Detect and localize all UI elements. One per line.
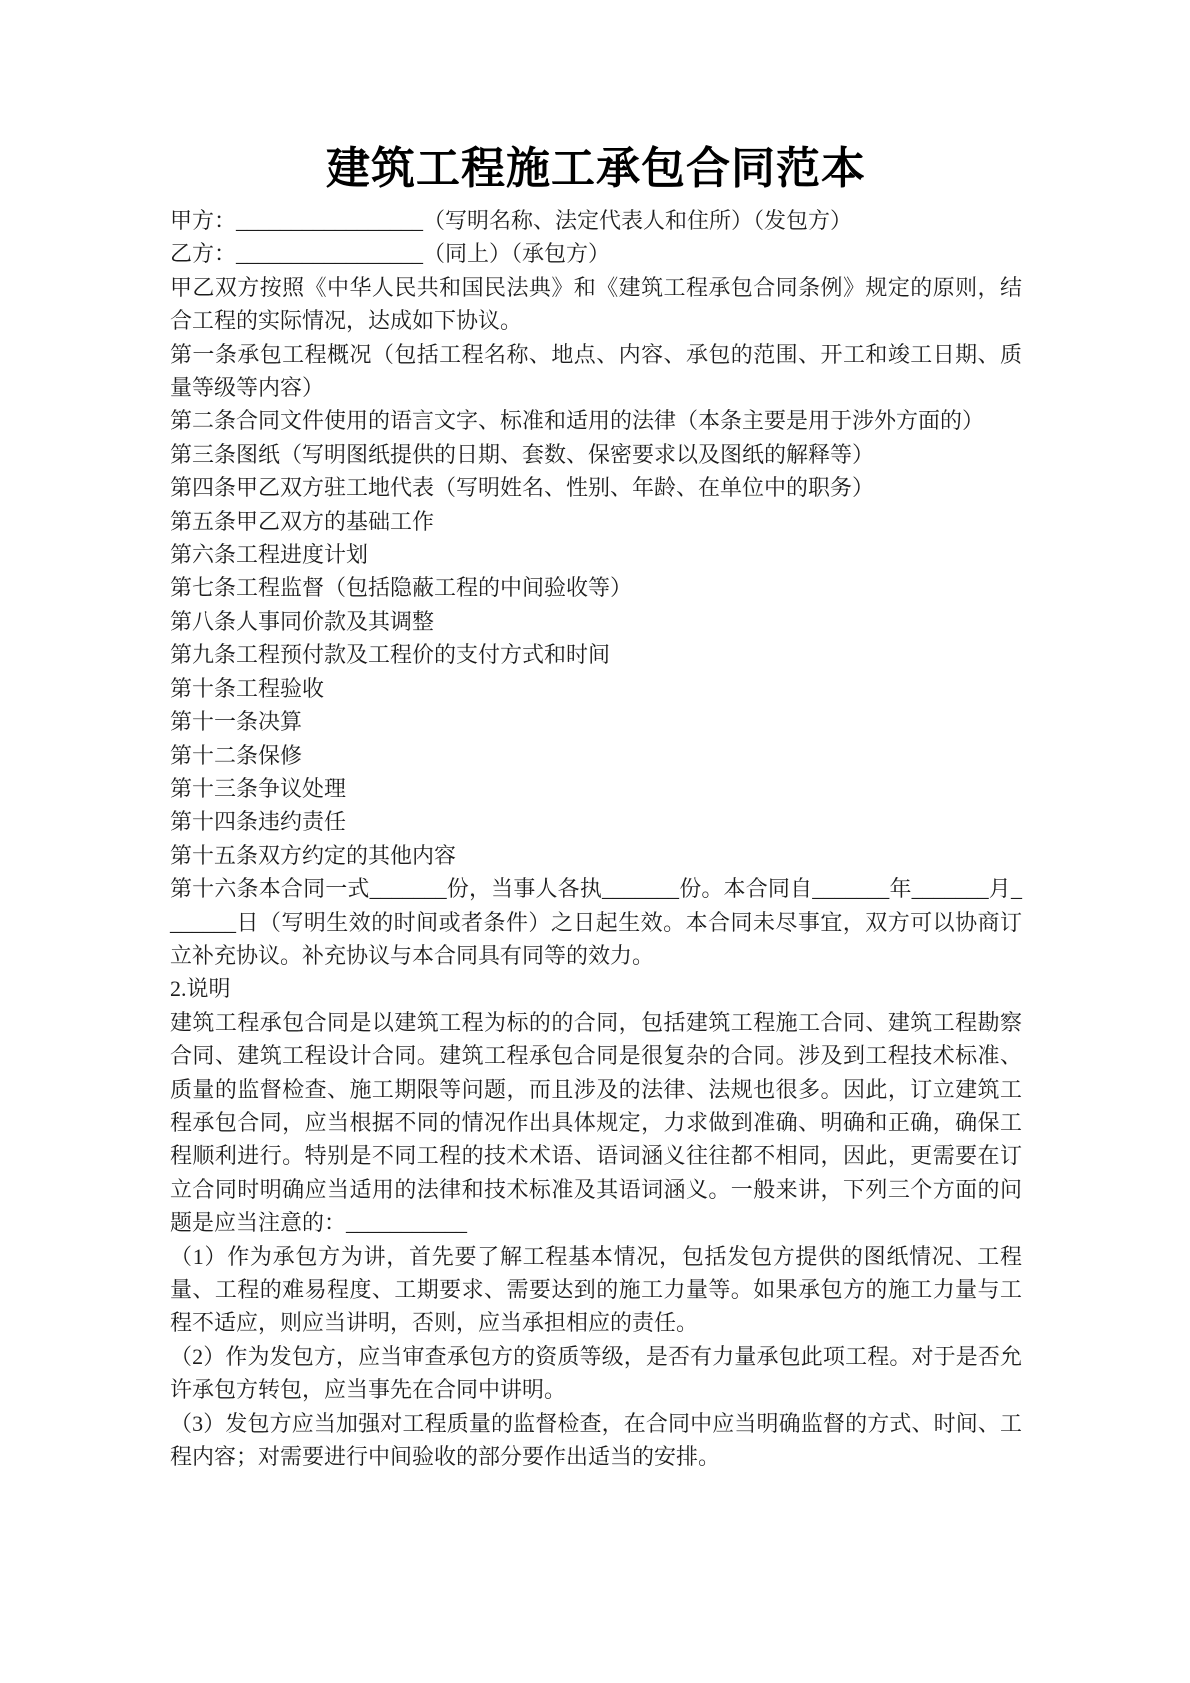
paragraph: 建筑工程承包合同是以建筑工程为标的的合同，包括建筑工程施工合同、建筑工程勘察合同、建筑工程设计合同。建筑工程承包合同是很复杂的合同。涉及到工程技术标准、质量的监督检查、施工期限等问题，而且涉及的法律、法规也很多。因此，订立建筑工程承包合同，应当根据不同的情况作出具体规定，力求做到准确、明确和正确，确保工程顺利进行。特别是不同工程的技术术语、语词涵义往往都不相同，因此，更需要在订立合同时明确应当适用的法律和技术标准及其语词涵义。一般来讲，下列三个方面的问题是应当注意的：___________ — [170, 1009, 1022, 1236]
paragraph: 第十六条本合同一式_______份，当事人各执_______份。本合同自_______年_______月_______日（写明生效的时间或者条件）之日起生效。本合同未尽事宜，双方可以协商订立补充协议。补充协议与本合同具有同等的效力。 — [170, 876, 1022, 968]
document-content — [170, 142, 1022, 1473]
paragraph: 第九条工程预付款及工程价的支付方式和时间 — [170, 642, 611, 668]
paragraph: 甲方：_________________（写明名称、法定代表人和住所）（发包方） — [170, 208, 853, 233]
document-title: 建筑工程施工承包合同范本 — [326, 144, 866, 193]
paragraph: （1）作为承包方为讲，首先要了解工程基本情况，包括发包方提供的图纸情况、工程量、工程的难易程度、工期要求、需要达到的施工力量等。如果承包方的施工力量与工程不适应，则应当讲明，否则，应当承担相应的责任。 — [170, 1243, 1022, 1336]
paragraph: 甲乙双方按照《中华人民共和国民法典》和《建筑工程承包合同条例》规定的原则，结合工程的实际情况，达成如下协议。 — [170, 274, 1022, 334]
paragraph: 第八条人事同价款及其调整 — [170, 608, 435, 634]
paragraph: 第十二条保修 — [170, 742, 303, 768]
document-body — [170, 204, 1022, 1473]
paragraph: 第七条工程监督（包括隐蔽工程的中间验收等） — [170, 575, 633, 601]
paragraph: 第五条甲乙双方的基础工作 — [170, 508, 435, 534]
paragraph: 第六条工程进度计划 — [170, 542, 369, 568]
paragraph: 第十三条争议处理 — [170, 775, 347, 801]
paragraph: 第一条承包工程概况（包括工程名称、地点、内容、承包的范围、开工和竣工日期、质量等级等内容） — [170, 341, 1022, 401]
paragraph: 第四条甲乙双方驻工地代表（写明姓名、性别、年龄、在单位中的职务） — [170, 475, 875, 501]
paragraph: 第十五条双方约定的其他内容 — [170, 842, 457, 868]
paragraph: 第十条工程验收 — [170, 675, 325, 701]
paragraph: 第十四条违约责任 — [170, 809, 347, 835]
paragraph: 乙方：_________________（同上）（承包方） — [170, 241, 611, 267]
paragraph: （3）发包方应当加强对工程质量的监督检查，在合同中应当明确监督的方式、时间、工程内容；对需要进行中间验收的部分要作出适当的安排。 — [170, 1410, 1022, 1470]
paragraph: （2）作为发包方，应当审查承包方的资质等级，是否有力量承包此项工程。对于是否允许承包方转包，应当事先在合同中讲明。 — [170, 1343, 1022, 1403]
paragraph: 第十一条决算 — [170, 709, 303, 735]
paragraph: 第三条图纸（写明图纸提供的日期、套数、保密要求以及图纸的解释等） — [170, 441, 875, 467]
paragraph: 第二条合同文件使用的语言文字、标准和适用的法律（本条主要是用于涉外方面的） — [170, 408, 985, 434]
paragraph: 2.说明 — [170, 976, 231, 1002]
